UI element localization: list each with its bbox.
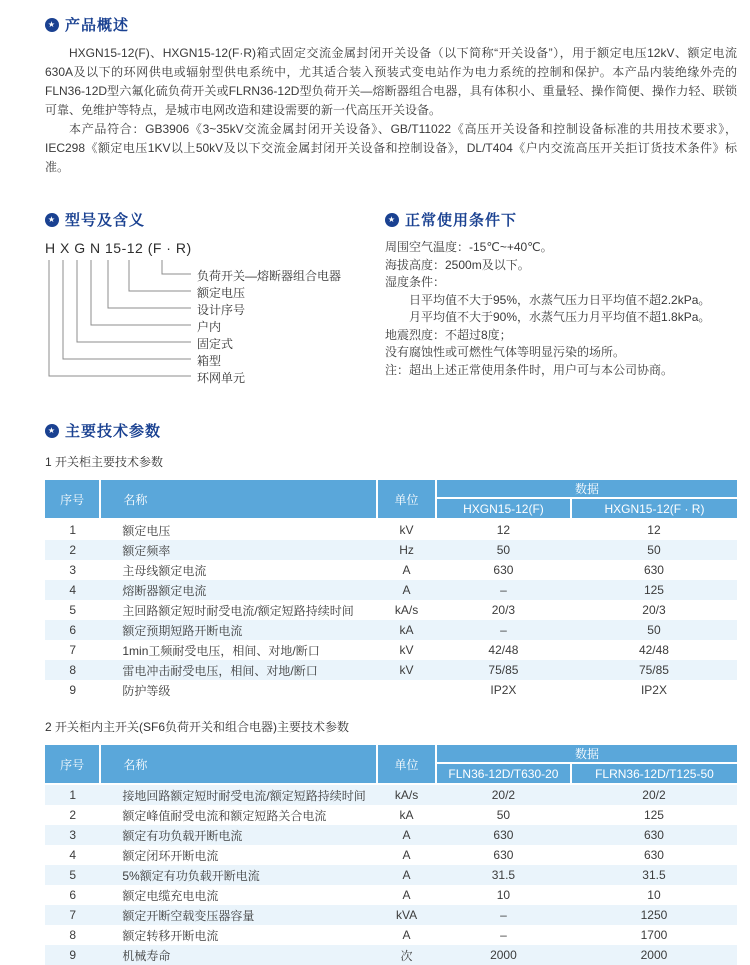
table-cell: 次 (377, 945, 436, 965)
table-cell: 额定开断空载变压器容量 (100, 905, 377, 925)
conditions-list (385, 239, 737, 379)
condition-line: 海拔高度：2500m及以下。 (385, 257, 530, 272)
table-cell: 防护等级 (122, 683, 171, 698)
col-header-name: 名称 (100, 479, 377, 519)
col-header-no: 序号 (45, 479, 100, 519)
condition-line: 日平均值不大于95%，水蒸气压力日平均值不超2.2kPa。 (385, 292, 711, 307)
table-row (45, 825, 737, 845)
col-header-model2: FLRN36-12D/T125-50 (571, 763, 737, 784)
section-title-text: 主要技术参数 (65, 423, 162, 440)
table-cell: 额定有功负载开断电流 (100, 825, 377, 845)
table-cell: kA (399, 808, 414, 822)
table-cell: Hz (377, 540, 436, 560)
table-row (45, 540, 737, 560)
table-cell: 机械寿命 (100, 945, 377, 965)
col-header-no: 序号 (45, 744, 100, 784)
condition-line: 没有腐蚀性或可燃性气体等明显污染的场所。 (385, 345, 626, 359)
table-cell: A (377, 580, 436, 600)
table-cell: 雷电冲击耐受电压，相间、对地/断口 (100, 660, 377, 680)
table-cell: 额定频率 (100, 540, 377, 560)
table-cell: 3 (45, 825, 100, 845)
table-cell: 6 (69, 888, 77, 902)
table-cell: A (402, 888, 411, 902)
table-cell: A (377, 825, 436, 845)
overview-body (45, 44, 737, 177)
table-cell: 31.5 (571, 865, 737, 885)
table-cell: – (436, 620, 571, 640)
table-cell: 4 (69, 848, 77, 862)
section-title-params (45, 420, 737, 441)
col-header-model1: FLN36-12D/T630-20 (436, 763, 571, 784)
section-title-overview (45, 14, 737, 35)
table-cell: 额定闭环开断电流 (122, 848, 219, 863)
table-cell: – (500, 928, 507, 942)
table-cell: 额定预期短路开断电流 (100, 620, 377, 640)
section-title-text: 型号及含义 (65, 212, 146, 229)
model-label: 箱型 (197, 354, 222, 368)
section-title-conditions (385, 209, 737, 230)
table-cell: 10 (647, 888, 661, 902)
table-cell: – (436, 905, 571, 925)
table-row (45, 560, 737, 580)
table-row (45, 620, 737, 640)
table-cell: 8 (69, 928, 77, 942)
conditions-section (385, 209, 737, 390)
star-bullet-icon: ★ (45, 424, 59, 438)
model-label: 固定式 (197, 337, 234, 351)
overview-paragraph: HXGN15-12(F)、HXGN15-12(F·R)箱式固定交流金属封闭开关设备（以下简称“开关设备”），用于额定电压12kV、额定电流630A及以下的环网供电或辐射型供电系统中，尤其适合装入预装式变电站作为电力系统的控制和保护。本产品内装绝缘外壳的FLN36-12D型六氟化硫负荷开关或FLRN36-12D型负荷开关—熔断器组合电器，具有体积小、重量轻、操作简便、操作力轻、联锁可靠、免维护等特点，是城市电网改造和建设需要的新一代高压开关设备。 (45, 46, 737, 117)
table-cell: IP2X (490, 683, 517, 697)
overview-paragraph: 本产品符合：GB3906《3~35kV交流金属封闭开关设备》、GB/T11022《高压开关设备和控制设备标准的共用技术要求》，IEC298《额定电压1KV以上50kV及以下交流金属封闭开关设备和控制设备》，DL/T404《户内交流高压开关拒订货技术条件》标准。 (45, 122, 737, 174)
table-cell: 42/48 (488, 643, 519, 657)
table-row (45, 845, 737, 865)
table-cell: 8 (45, 660, 100, 680)
table-cell: 75/85 (436, 660, 571, 680)
table-cell: 31.5 (436, 865, 571, 885)
condition-line: 月平均值不大于90%，水蒸气压力月平均值不超1.8kPa。 (385, 310, 711, 324)
table-cell: 50 (571, 620, 737, 640)
table-row (45, 784, 737, 805)
table-cell: 额定电缆充电电流 (122, 888, 219, 903)
table-cell: 20/2 (571, 784, 737, 805)
star-bullet-icon: ★ (45, 18, 59, 32)
table-row (45, 805, 737, 825)
params-table-1 (45, 478, 737, 700)
table-cell: 630 (493, 848, 514, 862)
model-label: 环网单元 (197, 371, 246, 385)
table-cell: 额定峰值耐受电流和额定短路关合电流 (122, 808, 327, 823)
table-cell: 6 (45, 620, 100, 640)
table-cell: 1700 (640, 928, 668, 942)
table-cell: 2 (45, 540, 100, 560)
table-cell: 630 (493, 563, 514, 577)
table-cell: 125 (571, 580, 737, 600)
table-cell: 2000 (571, 945, 737, 965)
col-header-name: 名称 (100, 744, 377, 784)
table-cell: 42/48 (638, 643, 669, 657)
table-row (45, 580, 737, 600)
model-code: H X G N 15-12 (F · R) (45, 240, 192, 256)
table-cell: 12 (496, 523, 511, 537)
table-cell: 7 (69, 643, 77, 657)
table-cell: kV (399, 523, 414, 537)
table-cell: 50 (571, 540, 737, 560)
table-cell: A (377, 865, 436, 885)
table-cell: 125 (643, 808, 664, 822)
table-cell: 9 (45, 945, 100, 965)
table-row (45, 945, 737, 965)
condition-line: 地震烈度：不超过8度； (385, 327, 512, 342)
col-header-data: 数据 (436, 479, 737, 498)
table-cell: kA (377, 620, 436, 640)
table-cell: kA/s (377, 784, 436, 805)
table-cell: 2000 (436, 945, 571, 965)
table-cell: 630 (643, 848, 664, 862)
table-cell: 10 (496, 888, 511, 902)
table-cell: 额定电压 (122, 523, 171, 538)
model-label: 负荷开关—熔断器组合电器 (197, 269, 342, 283)
table-cell: 20/2 (436, 784, 571, 805)
table-cell: 主回路额定短时耐受电流/额定短路持续时间 (122, 603, 354, 618)
table-cell: A (402, 848, 411, 862)
table-cell: 20/3 (491, 603, 516, 617)
table-cell: 75/85 (571, 660, 737, 680)
col-header-unit: 单位 (377, 744, 436, 784)
model-label: 户内 (197, 320, 222, 334)
condition-line: 注：超出上述正常使用条件时，用户可与本公司协商。 (385, 362, 674, 377)
table-cell: A (402, 928, 411, 942)
model-designation-diagram (45, 240, 385, 390)
table-row (45, 865, 737, 885)
table-cell: kVA (377, 905, 436, 925)
col-header-unit: 单位 (377, 479, 436, 519)
table-cell: – (436, 580, 571, 600)
table-row (45, 640, 737, 660)
table1-caption: 1 开关柜主要技术参数 (45, 455, 164, 469)
table-cell: 1min工频耐受电压，相间、对地/断口 (122, 643, 320, 658)
section-title-model (45, 209, 385, 230)
model-label: 额定电压 (197, 286, 246, 300)
table-cell: 3 (69, 563, 77, 577)
table-row (45, 925, 737, 945)
table-cell: 630 (571, 825, 737, 845)
table-cell: IP2X (640, 683, 667, 697)
table-cell: 熔断器额定电流 (100, 580, 377, 600)
table-cell: 5 (45, 865, 100, 885)
table-cell: 接地回路额定短时耐受电流/额定短路持续时间 (100, 784, 377, 805)
table-cell: 主母线额定电流 (122, 563, 207, 578)
table-cell: kA/s (394, 603, 419, 617)
table-cell: 2 (69, 808, 77, 822)
table-row (45, 519, 737, 540)
table-row (45, 660, 737, 680)
table-cell: kV (377, 660, 436, 680)
table-row (45, 600, 737, 620)
table-cell: 50 (436, 540, 571, 560)
table-cell: 1 (69, 523, 77, 537)
params-table-2 (45, 743, 737, 965)
table-cell: A (402, 563, 411, 577)
table-cell: 9 (69, 683, 77, 697)
col-header-model1: HXGN15-12(F) (436, 498, 571, 519)
table-cell (377, 680, 436, 700)
table-cell: 630 (643, 563, 664, 577)
table-cell: 630 (436, 825, 571, 845)
table-cell: kV (399, 643, 414, 657)
model-label: 设计序号 (197, 303, 246, 317)
table-cell: 4 (45, 580, 100, 600)
star-bullet-icon: ★ (45, 213, 59, 227)
star-bullet-icon: ★ (385, 213, 399, 227)
table-cell: 7 (45, 905, 100, 925)
table-cell: 50 (496, 808, 511, 822)
table-cell: 5 (69, 603, 77, 617)
condition-line: 湿度条件： (385, 275, 446, 289)
params-section (45, 420, 737, 965)
model-section (45, 209, 385, 390)
table-row (45, 680, 737, 700)
col-header-data: 数据 (436, 744, 737, 763)
section-title-text: 产品概述 (65, 17, 130, 34)
table-cell: 额定转移开断电流 (122, 928, 219, 943)
table-cell: 12 (647, 523, 661, 537)
section-title-text: 正常使用条件下 (405, 212, 518, 229)
table-row (45, 885, 737, 905)
table-row (45, 905, 737, 925)
table2-caption: 2 开关柜内主开关(SF6负荷开关和组合电器)主要技术参数 (45, 720, 350, 734)
table-cell: 5%额定有功负载开断电流 (100, 865, 377, 885)
table-cell: 1250 (571, 905, 737, 925)
table-cell: 1 (45, 784, 100, 805)
model-and-conditions (45, 209, 737, 390)
table-cell: 20/3 (642, 603, 666, 617)
condition-line: 周围空气温度：-15℃~+40℃。 (385, 240, 553, 254)
col-header-model2: HXGN15-12(F · R) (571, 498, 737, 519)
